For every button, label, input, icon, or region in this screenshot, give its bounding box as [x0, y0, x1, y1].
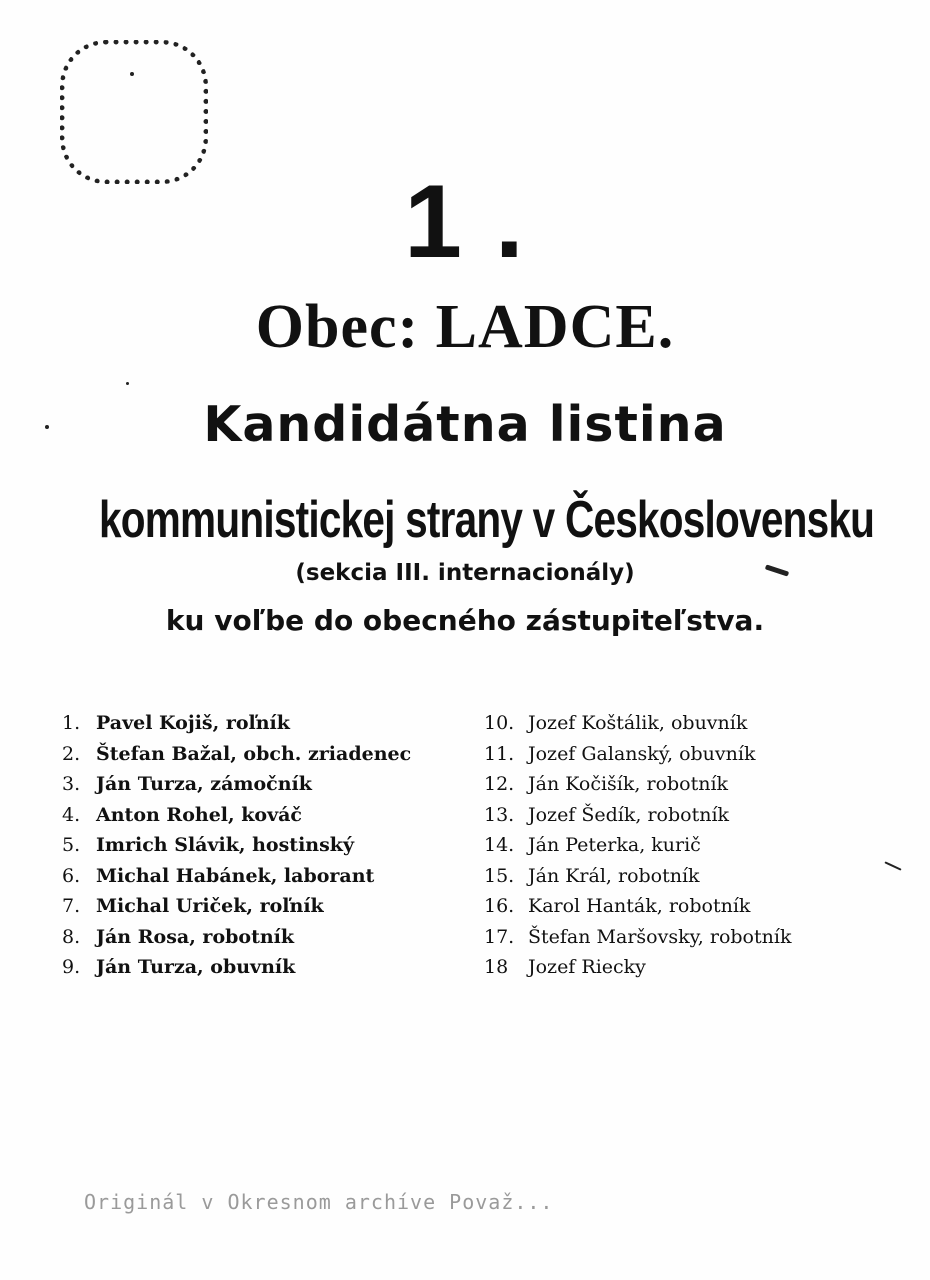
- candidate-number: 6.: [62, 864, 81, 887]
- candidate-item: [62, 708, 411, 739]
- list-number: 1 .: [404, 164, 526, 280]
- candidate-item: [484, 800, 791, 831]
- candidate-entry: Ján Turza, zámočník: [96, 773, 312, 795]
- archive-note: Originál v Okresnom archíve Považ...: [84, 1190, 554, 1214]
- candidate-item: [484, 769, 791, 800]
- candidate-number: 11.: [484, 742, 515, 765]
- candidate-item: [62, 952, 411, 983]
- ink-speck: [45, 425, 49, 429]
- candidate-entry: Ján Král, robotník: [528, 864, 700, 887]
- candidate-entry: Ján Peterka, kurič: [528, 834, 701, 856]
- candidate-number: 18: [484, 956, 509, 978]
- candidate-item: [484, 830, 791, 861]
- candidate-number: 13.: [484, 803, 515, 826]
- candidate-item: [62, 891, 411, 922]
- candidate-item: [62, 861, 411, 892]
- candidate-entry: Jozef Galanský, obuvník: [528, 742, 756, 765]
- candidate-item: [62, 769, 411, 800]
- candidate-number: 7.: [62, 895, 81, 917]
- municipality-title: Obec: LADCE.: [255, 293, 675, 361]
- candidate-number: 17.: [484, 925, 515, 948]
- document-heading: Kandidátna listina: [203, 396, 727, 453]
- candidate-number: 3.: [62, 773, 81, 795]
- candidate-item: [62, 922, 411, 953]
- candidate-entry: Karol Hanták, robotník: [528, 895, 751, 917]
- candidate-entry: Michal Uriček, roľník: [96, 895, 324, 917]
- candidate-entry: Ján Turza, obuvník: [96, 956, 296, 978]
- candidate-number: 9.: [62, 956, 81, 978]
- candidate-list-right: [484, 708, 791, 983]
- candidate-item: [484, 861, 791, 892]
- candidate-item: [484, 739, 791, 770]
- candidate-item: [484, 922, 791, 953]
- ink-speck: [126, 382, 129, 385]
- stamp-circle-mark: [60, 40, 208, 184]
- candidate-number: 15.: [484, 864, 515, 887]
- candidate-entry: Imrich Slávik, hostinský: [96, 834, 355, 856]
- candidate-item: [484, 952, 791, 983]
- ink-speck: [130, 72, 134, 76]
- candidate-entry: Jozef Riecky: [528, 956, 646, 978]
- candidate-entry: Štefan Bažal, obch. zriadenec: [96, 742, 412, 765]
- candidate-number: 4.: [62, 803, 81, 826]
- candidate-entry: Jozef Koštálik, obuvník: [528, 712, 748, 734]
- candidate-number: 1.: [62, 712, 81, 734]
- party-name: kommunistickej strany v Československu: [99, 491, 875, 549]
- candidate-entry: Ján Rosa, robotník: [96, 925, 295, 948]
- candidate-entry: Ján Kočišík, robotník: [528, 773, 729, 795]
- candidate-entry: Michal Habánek, laborant: [96, 864, 375, 887]
- candidate-item: [484, 708, 791, 739]
- candidate-item: [62, 800, 411, 831]
- candidate-number: 10.: [484, 712, 515, 734]
- candidate-list-left: [62, 708, 411, 983]
- candidate-number: 2.: [62, 742, 81, 765]
- election-purpose: ku voľbe do obecného zástupiteľstva.: [165, 604, 765, 637]
- candidate-number: 5.: [62, 834, 81, 856]
- candidate-entry: Anton Rohel, kováč: [96, 803, 303, 826]
- candidate-number: 16.: [484, 895, 515, 917]
- candidate-number: 12.: [484, 773, 515, 795]
- candidate-item: [484, 891, 791, 922]
- candidate-item: [62, 739, 411, 770]
- party-section: (sekcia III. internacionály): [295, 560, 635, 586]
- candidate-entry: Jozef Šedík, robotník: [528, 803, 730, 826]
- ink-speck: [884, 861, 901, 870]
- candidate-item: [62, 830, 411, 861]
- candidate-entry: Štefan Maršovsky, robotník: [528, 925, 792, 948]
- candidate-number: 8.: [62, 925, 81, 948]
- candidate-entry: Pavel Kojiš, roľník: [96, 712, 290, 734]
- candidate-number: 14.: [484, 834, 515, 856]
